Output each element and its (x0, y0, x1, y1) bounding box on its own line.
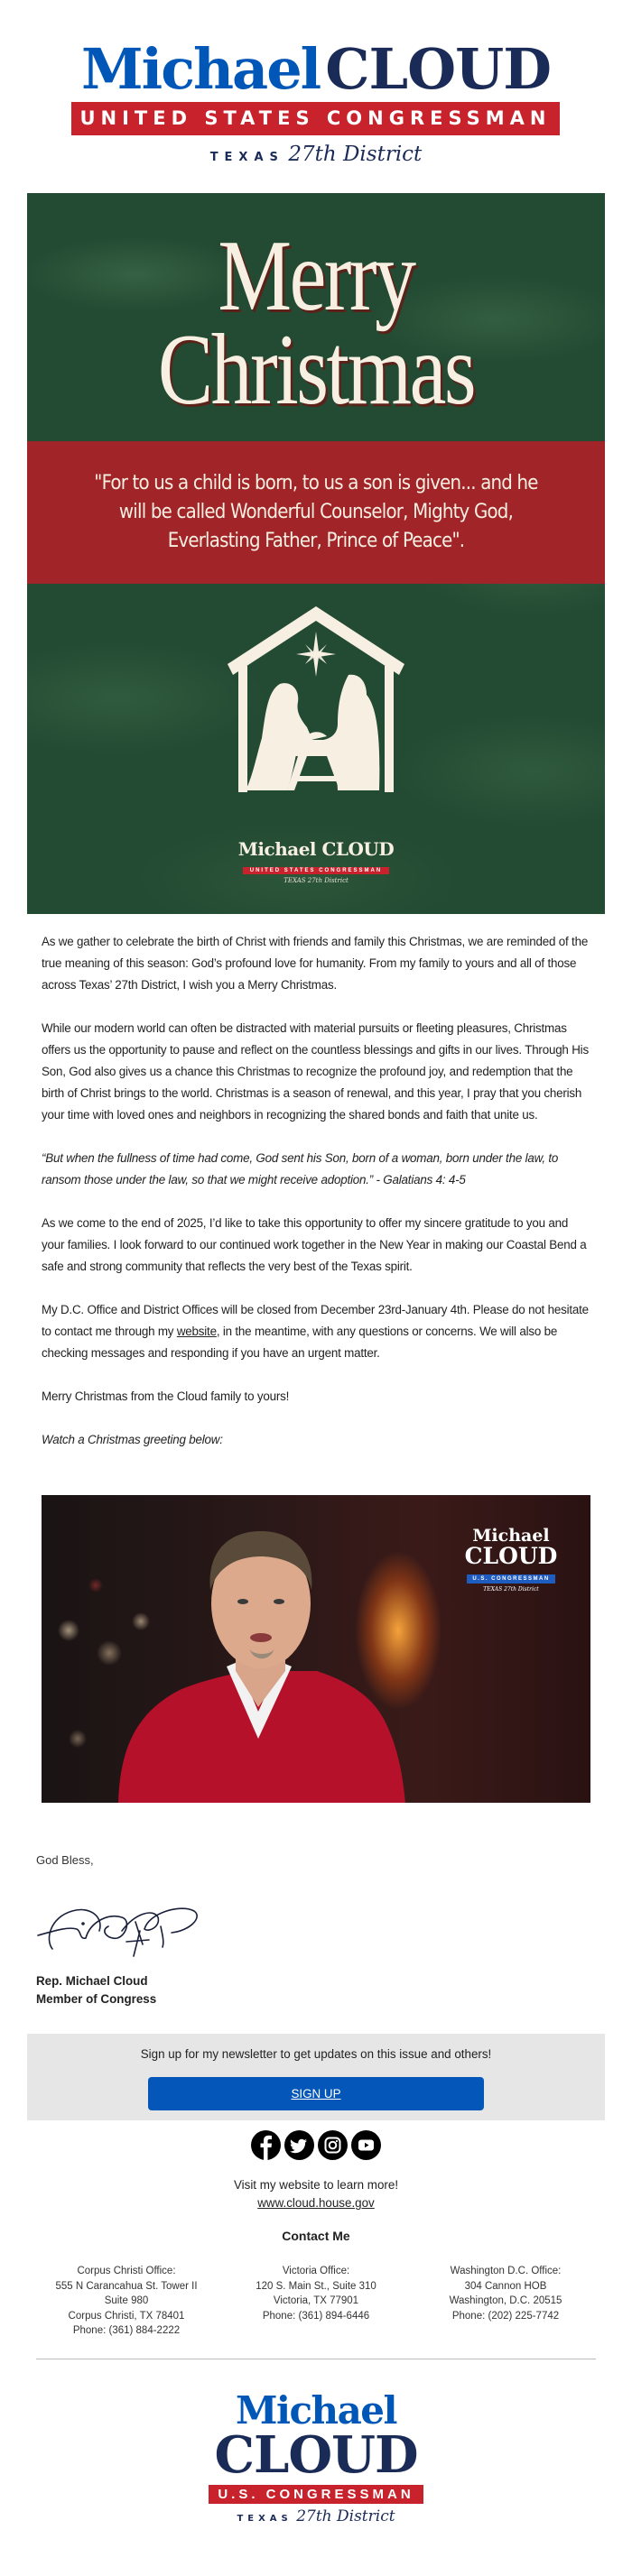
hero-logo-band: UNITED STATES CONGRESSMAN (243, 867, 389, 874)
youtube-icon[interactable] (351, 2130, 381, 2160)
paragraph-office-closure (42, 1299, 592, 1364)
video-logo-first: Michael (472, 1526, 550, 1546)
hero-title-line2: Christmas (157, 314, 475, 426)
logo-district (0, 143, 632, 166)
office-address: 304 Cannon HOB (464, 2280, 547, 2292)
signatory-title: Member of Congress (36, 1992, 157, 2006)
office-address: 555 N Carancahua St. Tower II (55, 2280, 198, 2292)
hero-logo-last: CLOUD (321, 838, 395, 860)
logo-wordmark (0, 36, 632, 102)
office-address: Suite 980 (104, 2295, 149, 2306)
closure-text-after: , in the meantime, with any questions or concerns. We will also be checking messages and responding if you have an urgent matter. (42, 1325, 558, 1360)
newsletter-text: Sign up for my newsletter to get updates on this issue and others! (140, 2047, 492, 2061)
hero-logo-wordmark (27, 838, 605, 860)
office-title: Corpus Christi Office: (77, 2266, 176, 2276)
nativity-scene-icon (226, 605, 406, 794)
office-phone: Phone: (361) 884-2222 (72, 2325, 181, 2336)
signatory (36, 1972, 156, 2008)
office-title: Victoria Office: (282, 2266, 350, 2276)
video-intro: Watch a Christmas greeting below: (42, 1433, 223, 1446)
twitter-icon[interactable] (284, 2130, 314, 2160)
letter-body (42, 931, 592, 1473)
contact-heading: Contact Me (282, 2229, 350, 2243)
office-address: Corpus Christi, TX 78401 (68, 2310, 185, 2322)
office-address: Victoria, TX 77901 (273, 2295, 359, 2306)
paragraph-intro: As we gather to celebrate the birth of Christ with friends and family this Christmas, we are reminded of the true meaning of this season: God’s profound love for humanity. From my family to yours and all of those across Texas’ 27th District, I wish you a Merry Christmas. (42, 935, 589, 992)
office-title: Washington D.C. Office: (450, 2266, 562, 2276)
hero-logo-district: TEXAS 27th District (283, 877, 349, 884)
logo-band: UNITED STATES CONGRESSMAN (71, 102, 560, 135)
closing-salutation: God Bless, (36, 1853, 94, 1867)
paragraph-greeting: Merry Christmas from the Cloud family to yours! (42, 1390, 290, 1403)
footer-logo-first: Michael (236, 2388, 396, 2433)
hero-logo-first: Michael (237, 838, 317, 860)
signatory-name: Rep. Michael Cloud (36, 1974, 148, 1988)
social-links (0, 2130, 632, 2160)
logo-district-text: 27th District (288, 143, 423, 166)
newsletter-signup-section (27, 2034, 605, 2120)
logo-first-name: Michael (81, 36, 321, 102)
signature-image (36, 1895, 217, 1967)
facebook-icon[interactable] (251, 2130, 281, 2160)
instagram-icon[interactable] (318, 2130, 348, 2160)
paragraph-reflection: While our modern world can often be distracted with material pursuits or fleeting pleasures, Christmas offers us the opportunity to pause and reflect on the countless blessings and gifts in our lives. Through His Son, God also gives us a chance this Christmas to recognize the profound joy, and redemption that the birth of Christ brings to the world. Christmas is a season of renewal, and this year, I pray that you cherish your time with loved ones and neighbors in recognizing the shared bonds and faith that unite us. (42, 1021, 589, 1122)
footer-logo-district-text: 27th District (296, 2507, 395, 2525)
office-phone: Phone: (361) 894-6446 (262, 2310, 370, 2322)
office-address: 120 S. Main St., Suite 310 (256, 2280, 376, 2292)
hero-logo (27, 838, 605, 884)
video-logo (461, 1527, 561, 1593)
congressman-photo (100, 1504, 416, 1803)
office-corpus-christi (36, 2264, 217, 2339)
logo-last-name: CLOUD (325, 36, 551, 102)
footer-logo-band: U.S. CONGRESSMAN (209, 2485, 423, 2504)
footer-logo-last: CLOUD (214, 2425, 418, 2485)
office-list (36, 2264, 596, 2339)
office-address: Washington, D.C. 20515 (449, 2295, 562, 2306)
visit-website (0, 2176, 632, 2212)
office-washington-dc (415, 2264, 596, 2339)
footer-logo (0, 2388, 632, 2525)
scripture-quote: “But when the fullness of time had come, God sent his Son, born of a woman, born under the law, to ransom those under the law, so that we might receive adoption.” - Galatians 4: 4-5 (42, 1151, 559, 1186)
signup-button[interactable]: SIGN UP (148, 2077, 484, 2110)
video-logo-district: TEXAS 27th District (483, 1586, 539, 1593)
hero-quote: "For to us a child is born, to us a son is given... and he will be called Wonderful Counselor, Mighty God, Everlasting Father, Prince of Peace". (94, 472, 538, 552)
hero-quote-band (27, 441, 605, 584)
office-victoria (226, 2264, 406, 2339)
video-logo-last: CLOUD (464, 1543, 558, 1569)
website-link[interactable]: website (176, 1325, 217, 1338)
hero-title (79, 220, 553, 426)
visit-text: Visit my website to learn more! (233, 2178, 399, 2192)
footer-website-link[interactable]: www.cloud.house.gov (257, 2196, 375, 2210)
hero-christmas-graphic (27, 193, 605, 914)
header-logo (0, 0, 632, 193)
christmas-video-thumbnail[interactable] (42, 1495, 590, 1803)
footer-logo-state: TEXAS (237, 2514, 293, 2524)
hero-title-line1: Merry (218, 220, 414, 332)
logo-state: TEXAS (209, 151, 284, 164)
footer-logo-district (0, 2507, 632, 2525)
video-logo-band: U.S. CONGRESSMAN (467, 1574, 554, 1583)
closure-text-before: My D.C. Office and District Offices will be closed from December 23rd-January 4th. Please do not hesitate to contact me through my (42, 1303, 589, 1338)
office-phone: Phone: (202) 225-7742 (451, 2310, 560, 2322)
paragraph-gratitude: As we come to the end of 2025, I’d like to take this opportunity to offer my sincere gratitude to you and your families. I look forward to our continued work together in the New Year in making our Coastal Bend a safe and strong community that reflects the very best of the Texas spirit. (42, 1216, 587, 1273)
